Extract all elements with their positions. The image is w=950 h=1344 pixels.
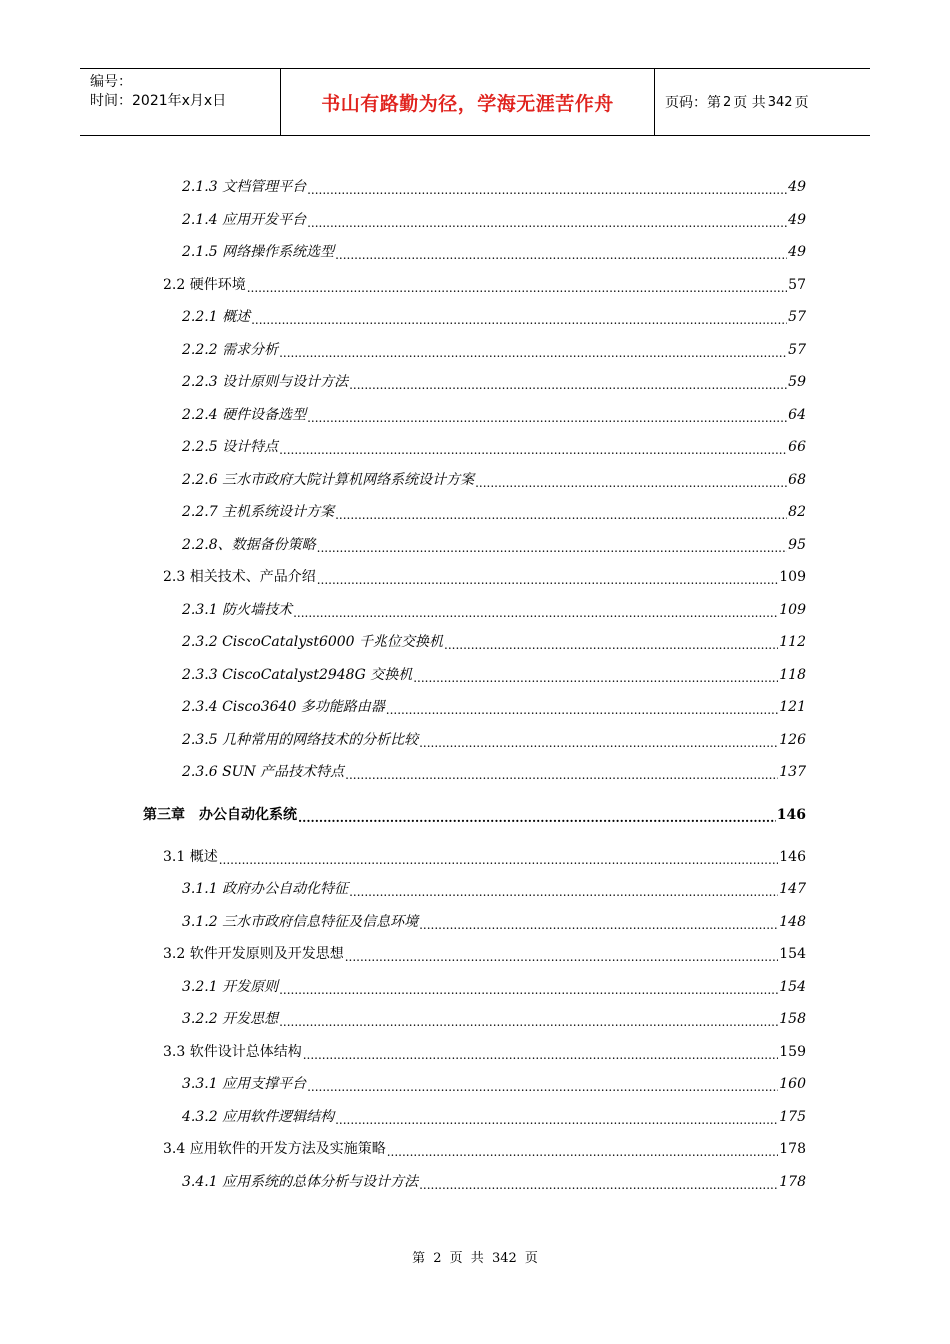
toc-entry[interactable] xyxy=(182,759,806,781)
header-page-label-mid: 页 共 xyxy=(733,95,766,111)
toc-entry[interactable] xyxy=(163,272,806,294)
toc-leader-dots xyxy=(251,308,787,326)
toc-entry-page: 146 xyxy=(776,806,806,823)
footer-post: 页 xyxy=(524,1251,538,1266)
toc-entry[interactable] xyxy=(182,974,806,996)
toc-entry[interactable] xyxy=(182,694,806,716)
toc-entry-page: 158 xyxy=(779,1011,806,1027)
header-page-info xyxy=(655,69,870,135)
toc-entry-page: 57 xyxy=(788,276,806,293)
toc-leader-dots xyxy=(335,1108,778,1126)
toc-entry-title: 2.2.4 硬件设备选型 xyxy=(182,406,307,423)
header-motto: 书山有路勤为径，学海无涯苦作舟 xyxy=(281,69,655,135)
toc-entry-page: 159 xyxy=(779,1043,806,1060)
toc-leader-dots xyxy=(279,978,778,996)
header-page-label-post: 页 xyxy=(794,95,809,111)
toc-entry[interactable] xyxy=(182,1071,806,1093)
toc-leader-dots xyxy=(307,406,787,424)
toc-leader-dots xyxy=(419,731,778,749)
toc-entry-page: 175 xyxy=(779,1108,806,1125)
toc-leader-dots xyxy=(387,1140,779,1158)
toc-entry[interactable] xyxy=(182,402,806,424)
toc-entry-title: 3.1.1 政府办公自动化特征 xyxy=(182,881,349,897)
toc-entry[interactable] xyxy=(182,369,806,391)
toc-entry-title: 2.2.3 设计原则与设计方法 xyxy=(182,374,349,390)
toc-entry-page: 160 xyxy=(779,1076,806,1092)
toc-entry-page: 178 xyxy=(779,1141,806,1157)
toc-leader-dots xyxy=(419,1173,778,1191)
toc-entry[interactable] xyxy=(182,304,806,326)
toc-entry-title: 2.2.2 需求分析 xyxy=(182,341,279,358)
toc-leader-dots xyxy=(345,945,779,963)
toc-entry-page: 126 xyxy=(779,731,806,748)
toc-leader-dots xyxy=(307,211,787,229)
toc-entry-page: 146 xyxy=(779,848,806,865)
toc-leader-dots xyxy=(307,1075,778,1093)
toc-leader-dots xyxy=(317,568,779,586)
toc-entry-page: 66 xyxy=(788,439,806,455)
toc-entry-title: 2.3.2 CiscoCatalyst6000 千兆位交换机 xyxy=(182,634,444,650)
toc-entry-page: 49 xyxy=(788,244,806,260)
toc-leader-dots xyxy=(293,601,778,619)
toc-entry-title: 3.2.1 开发原则 xyxy=(182,978,279,995)
toc-entry[interactable] xyxy=(163,1039,806,1061)
toc-leader-dots xyxy=(386,698,778,716)
toc-entry[interactable] xyxy=(182,239,806,261)
toc-entry[interactable] xyxy=(163,844,806,866)
header-page-label-pre: 页码：第 xyxy=(665,95,721,111)
toc-entry[interactable] xyxy=(182,727,806,749)
toc-entry[interactable] xyxy=(182,207,806,229)
toc-entry[interactable] xyxy=(182,174,806,196)
page-footer xyxy=(0,1247,950,1266)
toc-entry-page: 95 xyxy=(788,536,806,553)
toc-entry-title: 3.2.2 开发思想 xyxy=(182,1011,279,1027)
toc-entry-title: 3.4 应用软件的开发方法及实施策略 xyxy=(163,1141,386,1157)
toc-entry[interactable] xyxy=(182,337,806,359)
toc-entry-title: 2.1.5 网络操作系统选型 xyxy=(182,244,335,260)
footer-pre: 第 xyxy=(412,1251,426,1266)
header-meta xyxy=(80,69,281,135)
toc-leader-dots xyxy=(349,373,787,391)
toc-entry-page: 112 xyxy=(779,634,806,650)
toc-entry[interactable] xyxy=(182,499,806,521)
toc-entry-title: 2.1.4 应用开发平台 xyxy=(182,211,307,228)
toc-entry[interactable] xyxy=(182,876,806,898)
toc-entry-page: 82 xyxy=(788,504,806,520)
toc-entry[interactable] xyxy=(163,1136,806,1158)
toc-leader-dots xyxy=(279,438,787,456)
toc-entry-title: 2.2.5 设计特点 xyxy=(182,439,279,455)
toc-entry[interactable] xyxy=(163,941,806,963)
toc-entry-page: 68 xyxy=(788,471,806,488)
toc-entry-page: 178 xyxy=(779,1173,806,1190)
toc-entry-page: 148 xyxy=(779,913,806,930)
toc-entry[interactable] xyxy=(163,564,806,586)
toc-entry-page: 137 xyxy=(779,764,806,780)
toc-entry[interactable] xyxy=(182,662,806,684)
toc-entry-title: 3.1 概述 xyxy=(163,848,218,865)
document-number-label: 编号： xyxy=(90,74,132,90)
toc-entry-title: 第三章 办公自动化系统 xyxy=(143,806,297,823)
toc-entry[interactable] xyxy=(182,532,806,554)
header-page-current: 2 xyxy=(723,94,732,110)
toc-entry-title: 4.3.2 应用软件逻辑结构 xyxy=(182,1108,335,1125)
toc-leader-dots xyxy=(413,666,778,684)
toc-entry-page: 154 xyxy=(779,946,806,962)
toc-leader-dots xyxy=(303,1043,779,1061)
toc-leader-dots xyxy=(335,243,787,261)
toc-entry-page: 109 xyxy=(779,601,806,618)
footer-mid: 页 共 xyxy=(449,1251,484,1266)
toc-entry[interactable] xyxy=(143,802,806,824)
footer-current-page: 2 xyxy=(433,1251,442,1266)
toc-entry[interactable] xyxy=(182,1169,806,1191)
document-time-label: 时间：2021年x月x日 xyxy=(90,93,227,109)
toc-entry-title: 3.3 软件设计总体结构 xyxy=(163,1043,302,1060)
toc-entry-title: 2.2 硬件环境 xyxy=(163,276,246,293)
toc-entry-page: 49 xyxy=(788,179,806,195)
toc-entry-page: 57 xyxy=(788,309,806,325)
toc-entry[interactable] xyxy=(182,909,806,931)
toc-leader-dots xyxy=(219,848,779,866)
toc-entry-page: 109 xyxy=(779,569,806,585)
toc-entry-title: 3.2 软件开发原则及开发思想 xyxy=(163,946,344,962)
toc-entry[interactable] xyxy=(182,629,806,651)
toc-leader-dots xyxy=(247,276,787,294)
toc-leader-dots xyxy=(419,913,778,931)
toc-entry-page: 121 xyxy=(779,699,806,715)
footer-total-pages: 342 xyxy=(491,1251,517,1266)
toc-entry-page: 64 xyxy=(788,406,806,423)
header-page-total: 342 xyxy=(767,94,793,110)
toc-entry[interactable] xyxy=(182,1006,806,1028)
toc-leader-dots xyxy=(345,763,778,781)
toc-entry-title: 2.1.3 文档管理平台 xyxy=(182,179,307,195)
page-header xyxy=(80,68,870,136)
toc-leader-dots xyxy=(279,341,787,359)
toc-entry-title: 3.1.2 三水市政府信息特征及信息环境 xyxy=(182,913,419,930)
toc-entry-title: 2.2.6 三水市政府大院计算机网络系统设计方案 xyxy=(182,471,475,488)
toc-entry-title: 2.2.7 主机系统设计方案 xyxy=(182,504,335,520)
toc-entry[interactable] xyxy=(182,434,806,456)
toc-entry-page: 118 xyxy=(779,666,806,683)
toc-entry-title: 2.3.4 Cisco3640 多功能路由器 xyxy=(182,699,385,715)
toc-leader-dots xyxy=(444,633,778,651)
toc-entry-title: 3.3.1 应用支撑平台 xyxy=(182,1076,307,1092)
toc-entry-page: 147 xyxy=(779,881,806,897)
toc-entry[interactable] xyxy=(182,1104,806,1126)
toc-entry-title: 2.3 相关技术、产品介绍 xyxy=(163,569,316,585)
toc-entry-title: 2.2.8、数据备份策略 xyxy=(182,536,316,553)
toc-leader-dots xyxy=(298,806,776,824)
toc-entry-page: 59 xyxy=(788,374,806,390)
toc-entry[interactable] xyxy=(182,467,806,489)
toc-entry[interactable] xyxy=(182,597,806,619)
toc-leader-dots xyxy=(279,1010,778,1028)
toc-leader-dots xyxy=(349,880,778,898)
toc-entry-page: 57 xyxy=(788,341,806,358)
toc-entry-title: 2.3.6 SUN 产品技术特点 xyxy=(182,764,345,780)
toc-entry-title: 2.3.5 几种常用的网络技术的分析比较 xyxy=(182,731,419,748)
toc-entry-title: 3.4.1 应用系统的总体分析与设计方法 xyxy=(182,1173,419,1190)
toc-leader-dots xyxy=(475,471,787,489)
toc-entry-title: 2.3.3 CiscoCatalyst2948G 交换机 xyxy=(182,666,413,683)
toc-leader-dots xyxy=(335,503,787,521)
toc-entry-title: 2.2.1 概述 xyxy=(182,309,251,325)
toc-leader-dots xyxy=(317,536,788,554)
toc-leader-dots xyxy=(307,178,787,196)
toc-entry-page: 49 xyxy=(788,211,806,228)
toc-entry-page: 154 xyxy=(779,978,806,995)
toc-entry-title: 2.3.1 防火墙技术 xyxy=(182,601,293,618)
